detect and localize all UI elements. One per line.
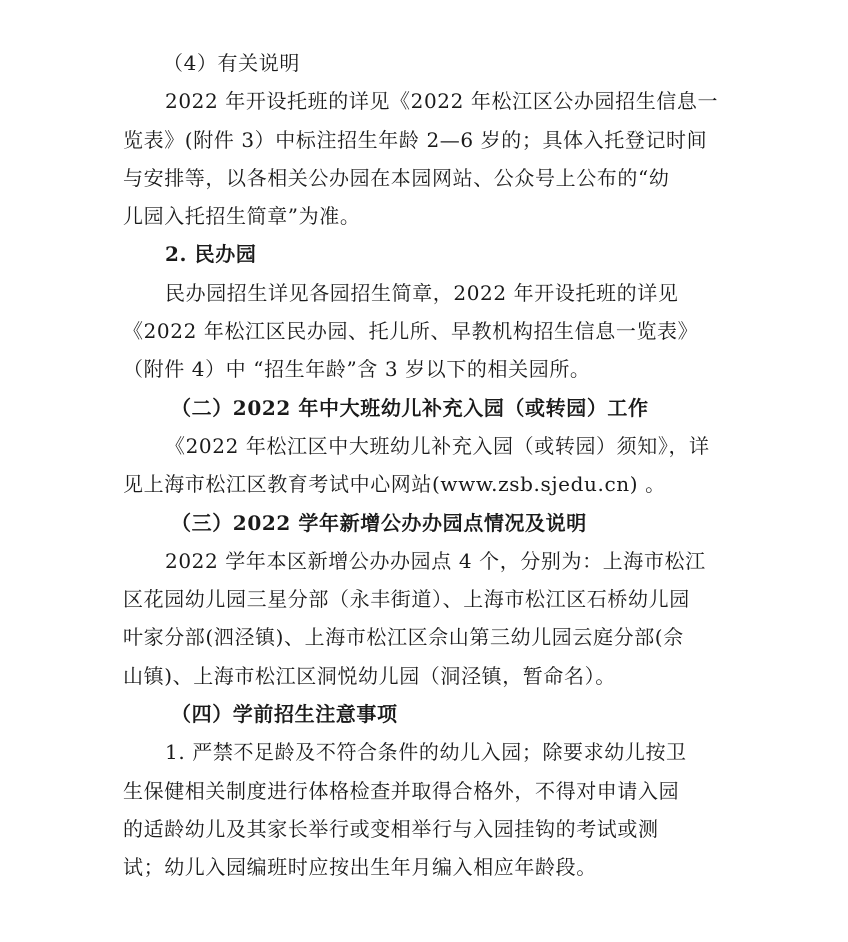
paragraph-line: 山镇)、上海市松江区洞悦幼儿园（洞泾镇，暂命名）。 bbox=[123, 663, 616, 688]
section-heading: 2. 民办园 bbox=[165, 242, 257, 267]
paragraph-line: 民办园招生详见各园招生简章，2022 年开设托班的详见 bbox=[165, 280, 679, 305]
paragraph-line: 《2022 年松江区中大班幼儿补充入园（或转园）须知》，详 bbox=[165, 433, 710, 458]
document-page bbox=[123, 44, 723, 887]
section-heading: （三）2022 学年新增公办办园点情况及说明 bbox=[171, 510, 587, 535]
paragraph-line: 儿园入托招生简章”为准。 bbox=[123, 204, 361, 229]
paragraph-line: 叶家分部(泗泾镇)、上海市松江区佘山第三幼儿园云庭分部(佘 bbox=[123, 625, 684, 650]
paragraph-line: （附件 4）中 “招生年龄”含 3 岁以下的相关园所。 bbox=[123, 357, 591, 382]
paragraph-line: 2022 年开设托班的详见《2022 年松江区公办园招生信息一 bbox=[165, 89, 719, 114]
paragraph-line: 的适龄幼儿及其家长举行或变相举行与入园挂钩的考试或测 bbox=[123, 816, 659, 841]
paragraph-line: 览表》(附件 3）中标注招生年龄 2—6 岁的；具体入托登记时间 bbox=[123, 127, 708, 152]
paragraph-line: 试；幼儿入园编班时应按出生年月编入相应年龄段。 bbox=[123, 855, 597, 880]
paragraph-line: 《2022 年松江区民办园、托儿所、早教机构招生信息一览表》 bbox=[123, 319, 699, 344]
paragraph-line: 见上海市松江区教育考试中心网站(www.zsb.sjedu.cn) 。 bbox=[123, 472, 666, 497]
paragraph-line: 生保健相关制度进行体格检查并取得合格外，不得对申请入园 bbox=[123, 778, 680, 803]
section-heading: （四）学前招生注意事项 bbox=[171, 702, 398, 727]
paragraph-line: 与安排等，以各相关公办园在本园网站、公众号上公布的“幼 bbox=[123, 165, 670, 190]
paragraph-line: 2022 学年本区新增公办办园点 4 个，分别为：上海市松江 bbox=[165, 548, 706, 573]
section-heading: （二）2022 年中大班幼儿补充入园（或转园）工作 bbox=[171, 395, 649, 420]
paragraph-line: 区花园幼儿园三星分部（永丰街道）、上海市松江区石桥幼儿园 bbox=[123, 587, 690, 612]
subsection-title: （4）有关说明 bbox=[163, 51, 300, 75]
paragraph-line: 1. 严禁不足龄及不符合条件的幼儿入园；除要求幼儿按卫 bbox=[165, 740, 687, 765]
